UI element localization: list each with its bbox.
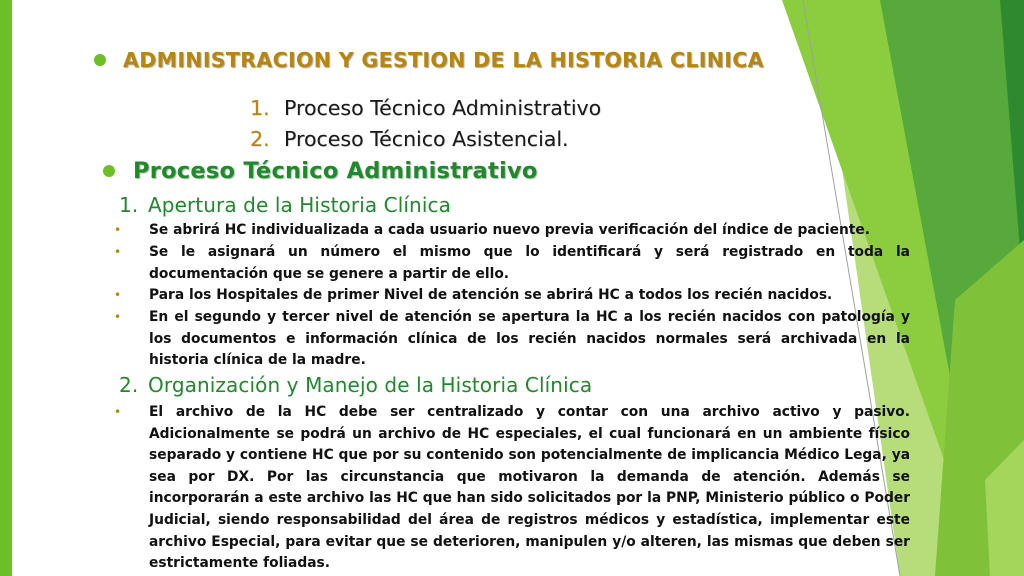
subtitle-bullet-icon <box>103 165 115 177</box>
list-item <box>114 242 910 285</box>
numbered-item-1 <box>250 96 601 120</box>
left-green-strip <box>0 0 12 576</box>
list-item-text: Se abrirá HC individualizada a cada usuario nuevo previa verificación del índice de paciente. <box>149 222 870 238</box>
numbered-item-text: Proceso Técnico Administrativo <box>284 96 602 120</box>
list-item-text: En el segundo y tercer nivel de atención se apertura la HC a los recién nacidos con patología y los documentos e información clínica de los recién nacidos normales será archivada en la historia clínica de la madre. <box>149 309 910 369</box>
bullet-icon: • <box>114 223 122 237</box>
bullet-icon: • <box>114 288 122 302</box>
section-number: 1. <box>119 193 139 217</box>
title-bullet-icon <box>94 54 106 66</box>
numbered-item-2 <box>250 127 569 151</box>
list-item-text: Para los Hospitales de primer Nivel de atención se abrirá HC a todos los recién nacidos. <box>149 287 833 303</box>
slide-title: ADMINISTRACION Y GESTION DE LA HISTORIA CLINICA <box>123 48 764 72</box>
section-heading-text: Apertura de la Historia Clínica <box>148 193 451 217</box>
section-heading-1 <box>119 193 451 217</box>
section-heading-2 <box>119 373 592 397</box>
list-item-text: El archivo de la HC debe ser centralizado y contar con una archivo activo y pasivo. Adicionalmente se podrá un archivo de HC especiales, el cual funcionará en un ambiente físico separado y contiene HC que por su contenido son potencialmente de implicancia Médico Lega, ya sea por DX. Por las circunstancia que motivaron la demanda de atención. Además se incorporarán a este archivo las HC que han sido solicitados por la PNP, Ministerio público o Poder Judicial, siendo responsabilidad del área de registros médicos y estadística, implementar este archivo Especial, para evitar que se deterioren, manipulen y/o alteren, las mismas que deben ser estrictamente foliadas. <box>149 404 910 572</box>
section-number: 2. <box>119 373 139 397</box>
list-item <box>114 307 910 372</box>
numbered-item-text: Proceso Técnico Asistencial. <box>284 127 569 151</box>
bullet-icon: • <box>114 245 122 259</box>
list-item-text: Se le asignará un número el mismo que lo identificará y será registrado en toda la documentación que se genere a partir de ello. <box>149 244 910 282</box>
numbered-item-number: 1. <box>250 96 270 120</box>
title-row <box>94 44 764 76</box>
list-item <box>114 285 910 307</box>
list-item <box>114 220 910 242</box>
section-heading-text: Organización y Manejo de la Historia Clínica <box>148 373 593 397</box>
list-item <box>114 402 910 575</box>
bullet-icon: • <box>114 310 122 324</box>
subtitle-row <box>103 155 538 187</box>
subtitle: Proceso Técnico Administrativo <box>133 158 538 184</box>
numbered-item-number: 2. <box>250 127 270 151</box>
bullet-icon: • <box>114 405 122 419</box>
